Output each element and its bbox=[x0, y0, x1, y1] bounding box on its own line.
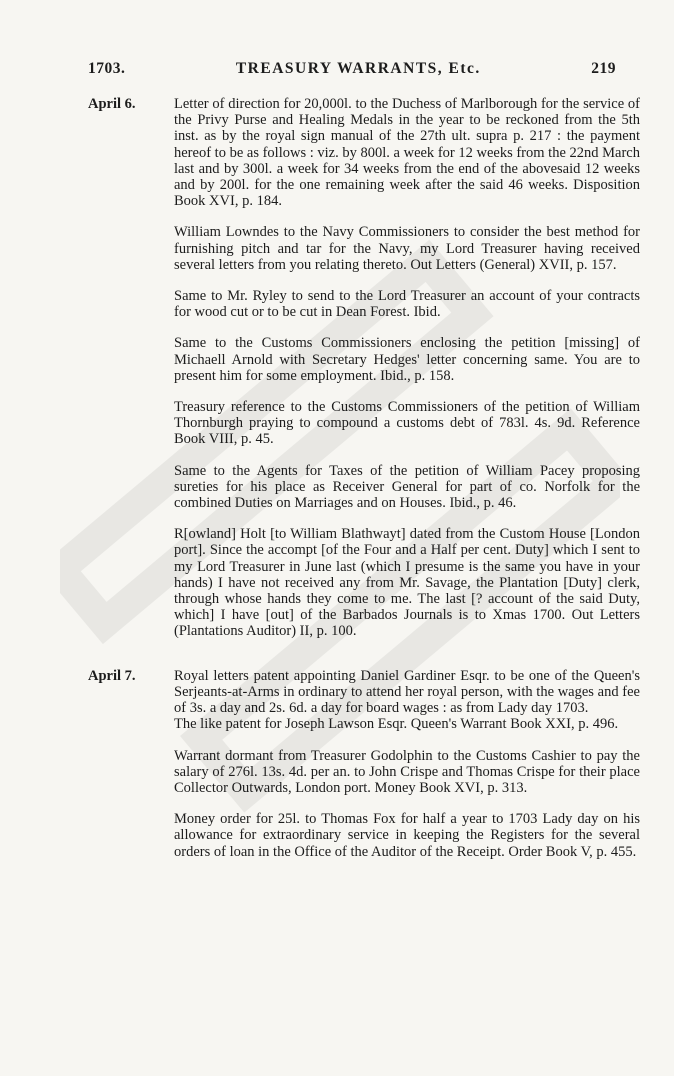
entry-6 bbox=[84, 463, 640, 512]
header-year: 1703. bbox=[88, 60, 126, 77]
entry-10 bbox=[84, 811, 640, 860]
entry-8 bbox=[84, 668, 640, 733]
entry-7 bbox=[84, 526, 640, 639]
header-title: TREASURY WARRANTS, Etc. bbox=[235, 60, 481, 77]
entry-paragraph: Same to the Customs Commissioners enclosing the petition [missing] of Michaell Arnold with Secretary Hedges' letter concerning same. You are to present him for some employment. Ibid., p. 158. bbox=[174, 335, 640, 384]
entry-3 bbox=[84, 288, 640, 320]
entry-paragraph: Royal letters patent appointing Daniel Gardiner Esqr. to be one of the Queen's Serjeants-at-Arms in ordinary to attend her royal person, with the wages and fee of 3s. a day and 2s. 6d. a day for board wages : as from Lady day 1703. bbox=[174, 667, 640, 717]
entry-paragraph: Money order for 25l. to Thomas Fox for half a year to 1703 Lady day on his allowance for extraordinary service in keeping the Registers for the several orders of loan in the Office of the Auditor of the Receipt. Order Book V, p. 455. bbox=[174, 811, 640, 860]
entry-paragraph: R[owland] Holt [to William Blathwayt] dated from the Custom House [London port]. Since the accompt [of the Four and a Half per cent. Duty] which I sent to my Lord Treasurer in June last (which I presume is the same you have in your hands) I have not received any from Mr. Savage, the Plantation [Duty] clerk, through whose hands they come to me. The last [? account of the said Duty, which] I have [out] of the Barbados Journals is to Xmas 1700. Out Letters (Plantations Auditor) II, p. 100. bbox=[174, 526, 640, 640]
entry-paragraph: William Lowndes to the Navy Commissioners to consider the best method for furnishing pitch and tar for the Navy, my Lord Treasurer having received several letters from you relating thereto. Out Letters (General) XVII, p. 157. bbox=[174, 224, 640, 273]
entry-date: April 6. bbox=[88, 96, 136, 112]
entry-paragraph: Treasury reference to the Customs Commissioners of the petition of William Thornburgh praying to compound a customs debt of 783l. 4s. 9d. Reference Book VIII, p. 45. bbox=[174, 399, 640, 448]
entry-paragraph: The like patent for Joseph Lawson Esqr. Queen's Warrant Book XXI, p. 496. bbox=[174, 716, 619, 733]
document-body bbox=[84, 96, 640, 875]
entry-4 bbox=[84, 335, 640, 384]
entry-date: April 7. bbox=[88, 667, 136, 684]
entry-9 bbox=[84, 748, 640, 797]
entry-paragraph: Letter of direction for 20,000l. to the Duchess of Marlborough for the service of the Privy Purse and Healing Medals in the year to be reckoned from the 5th inst. as by the royal sign manual of the 27th ult. supra p. 217 : the payment hereof to be as follows : viz. by 800l. a week for 12 weeks from the 22nd March last and by 300l. a week for 34 weeks from the end of the abovesaid 12 weeks and by 200l. for the one remaining week after the said 46 weeks. Disposition Book XVI, p. 184. bbox=[174, 96, 640, 210]
entry-1 bbox=[84, 96, 640, 209]
page-number: 219 bbox=[591, 60, 616, 77]
entry-5 bbox=[84, 399, 640, 448]
entry-paragraph: Warrant dormant from Treasurer Godolphin to the Customs Cashier to pay the salary of 276l. 13s. 4d. per an. to John Crispe and Thomas Crispe for their place Collector Outwards, London port. Money Book XVI, p. 313. bbox=[174, 747, 640, 796]
running-header bbox=[88, 60, 616, 78]
entry-paragraph: Same to Mr. Ryley to send to the Lord Treasurer an account of your contracts for wood cut or to be cut in Dean Forest. Ibid. bbox=[174, 288, 640, 321]
entry-2 bbox=[84, 224, 640, 273]
entry-paragraph: Same to the Agents for Taxes of the petition of William Pacey proposing sureties for his place as Receiver General for part of co. Norfolk for the combined Duties on Marriages and on Houses. Ibid., p. 46. bbox=[174, 462, 640, 512]
